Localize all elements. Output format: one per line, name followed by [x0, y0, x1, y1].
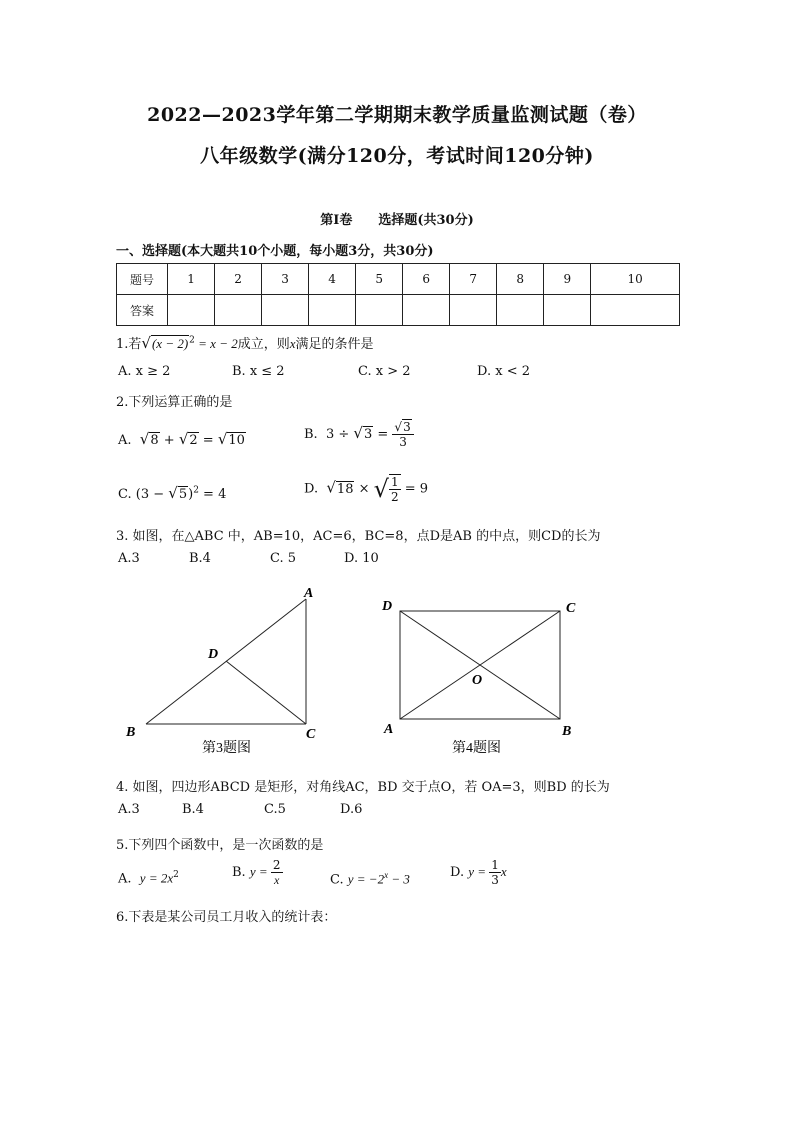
figure-4-caption: 第4题图	[452, 741, 501, 756]
q2-option-b[interactable]: B. 3 ÷ √3 = $\frac{√3}{3}$	[304, 420, 414, 449]
q1-prefix: 1.若	[116, 337, 142, 352]
section-instruction: 一、选择题(本大题共10个小题，每小题3分，共30分)	[116, 244, 434, 259]
table-cell: 2	[215, 264, 262, 295]
table-cell: 7	[450, 264, 497, 295]
q5-option-c[interactable]	[330, 870, 410, 887]
label-a: A	[304, 586, 314, 601]
expr: 3 ÷	[325, 427, 354, 442]
sqrt-icon: √	[141, 334, 151, 352]
answer-cell[interactable]	[544, 295, 591, 326]
answer-cell[interactable]	[262, 295, 309, 326]
option-label: C.	[330, 872, 348, 888]
q5-option-a[interactable]	[118, 870, 179, 886]
sqrt-icon: √	[394, 420, 403, 434]
q5-option-d[interactable]	[450, 858, 507, 887]
q4-option-d[interactable]: D.6	[340, 802, 363, 817]
expr: y =	[468, 864, 490, 879]
table-row	[117, 295, 680, 326]
q4-option-c[interactable]: C.5	[264, 802, 286, 817]
sqrt-icon: √	[326, 478, 336, 497]
expr: (3 −	[135, 487, 169, 502]
fraction	[271, 858, 283, 887]
radicand: 8	[150, 433, 159, 448]
q4-option-a[interactable]: A.3	[118, 802, 140, 817]
q1-option-a[interactable]: A. x ≥ 2	[118, 364, 171, 379]
q1-radicand: (x − 2)	[151, 336, 189, 351]
answer-cell[interactable]	[168, 295, 215, 326]
expr: x	[500, 864, 507, 879]
expr: y = −2	[347, 871, 385, 887]
answer-cell[interactable]	[591, 295, 680, 326]
radicand: 3	[363, 427, 373, 442]
q1-option-c[interactable]: C. x > 2	[358, 364, 411, 379]
q2-option-d[interactable]: D. √18 × √ $\frac{1}{2}$ = 9	[304, 475, 429, 504]
option-label: D.	[450, 865, 469, 880]
table-cell: 5	[356, 264, 403, 295]
option-label: B.	[304, 427, 318, 442]
denominator: 3	[491, 873, 499, 887]
exponent: x	[384, 870, 389, 880]
table-header-cell: 题号	[117, 264, 168, 295]
fraction	[489, 858, 501, 887]
numerator: 1	[491, 858, 499, 872]
q2-option-c[interactable]	[118, 484, 226, 502]
q3-option-a[interactable]: A.3	[118, 551, 140, 566]
option-label: C.	[118, 487, 132, 502]
figure-4-rectangle	[378, 594, 608, 764]
label-d: D	[208, 647, 219, 662]
exam-title: 2022—2023学年第二学期期末教学质量监测试题（卷）	[147, 104, 647, 126]
sqrt-icon: √	[217, 430, 228, 448]
answer-table	[116, 263, 680, 326]
radicand: 10	[228, 433, 245, 448]
q1-option-b[interactable]: B. x ≤ 2	[232, 364, 285, 379]
question-4: 4. 如图，四边形ABCD 是矩形，对角线AC，BD 交于点O，若 OA=3，则BD 的长为	[116, 780, 610, 795]
sqrt-icon: √	[178, 430, 189, 448]
answer-cell[interactable]	[450, 295, 497, 326]
answer-cell[interactable]	[309, 295, 356, 326]
answer-cell[interactable]	[356, 295, 403, 326]
sqrt-icon: √	[139, 430, 150, 448]
label-o: O	[472, 673, 483, 688]
q3-option-c[interactable]: C. 5	[270, 551, 297, 566]
denominator: x	[274, 873, 280, 887]
option-label: D.	[304, 481, 319, 497]
expr: = 4	[198, 487, 227, 502]
exam-subtitle: 八年级数学(满分120分，考试时间120分钟)	[200, 145, 594, 167]
numerator: 1	[390, 475, 399, 489]
question-3: 3. 如图，在△ABC 中，AB=10，AC=6，BC=8，点D是AB 的中点，则CD的长为	[116, 529, 601, 544]
option-label: B.	[232, 865, 250, 880]
table-cell: 3	[262, 264, 309, 295]
q1-exp: 2	[189, 335, 195, 346]
label-b: B	[562, 724, 572, 739]
table-cell: 6	[403, 264, 450, 295]
q1-rhs: = x − 2	[194, 336, 238, 351]
q1-suffix: 成立，则	[237, 337, 290, 352]
table-cell: 8	[497, 264, 544, 295]
q4-option-b[interactable]: B.4	[182, 802, 204, 817]
radicand: 2	[189, 433, 198, 448]
sqrt-icon: √	[353, 424, 363, 442]
answer-cell[interactable]	[215, 295, 262, 326]
table-cell: 4	[309, 264, 356, 295]
answer-cell[interactable]	[403, 295, 450, 326]
exponent: 2	[173, 870, 179, 880]
denominator: 3	[399, 435, 407, 449]
numerator: 3	[403, 420, 411, 434]
expr: )	[188, 487, 194, 502]
fraction	[389, 474, 401, 504]
table-cell: 10	[591, 264, 680, 295]
label-c: C	[566, 601, 576, 616]
table-cell: 9	[544, 264, 591, 295]
table-cell: 1	[168, 264, 215, 295]
fraction	[392, 420, 413, 449]
label-a: A	[384, 722, 394, 737]
figure-3-caption: 第3题图	[202, 741, 251, 756]
question-6: 6.下表是某公司员工月收入的统计表：	[116, 910, 337, 925]
expr: y =	[249, 864, 271, 879]
figure-3-triangle	[120, 582, 340, 762]
q5-option-b[interactable]	[232, 858, 283, 887]
segment-cd	[226, 661, 306, 724]
exponent: 2	[193, 485, 199, 496]
sqrt-icon: √	[373, 475, 389, 503]
sqrt-icon: √	[168, 484, 178, 502]
numerator: 2	[272, 858, 281, 872]
q1-option-d[interactable]: D. x < 2	[477, 364, 530, 379]
q2-option-a[interactable]: A. √8 + √2 = √10	[118, 430, 245, 448]
denominator: 2	[390, 490, 399, 504]
label-d: D	[382, 599, 393, 614]
radicand: 18	[336, 481, 354, 497]
expr: − 3	[388, 871, 410, 887]
expr: y = 2x	[139, 870, 174, 886]
radicand: 5	[178, 487, 188, 502]
answer-cell[interactable]	[497, 295, 544, 326]
part-label: 第Ⅰ卷 选择题(共30分)	[320, 213, 474, 228]
q3-option-d[interactable]: D. 10	[344, 551, 379, 566]
label-b: B	[126, 725, 136, 740]
option-label: A.	[118, 433, 132, 448]
q1-var: x	[289, 336, 296, 351]
question-1	[116, 333, 374, 352]
label-c: C	[306, 727, 316, 742]
q1-suffix2: 满足的条件是	[295, 337, 374, 352]
question-5: 5.下列四个函数中，是一次函数的是	[116, 838, 324, 853]
table-row	[117, 264, 680, 295]
q3-option-b[interactable]: B.4	[189, 551, 211, 566]
expr: = 9	[400, 481, 429, 497]
question-2: 2.下列运算正确的是	[116, 395, 233, 410]
option-label: A.	[118, 871, 132, 887]
table-header-cell: 答案	[117, 295, 168, 326]
